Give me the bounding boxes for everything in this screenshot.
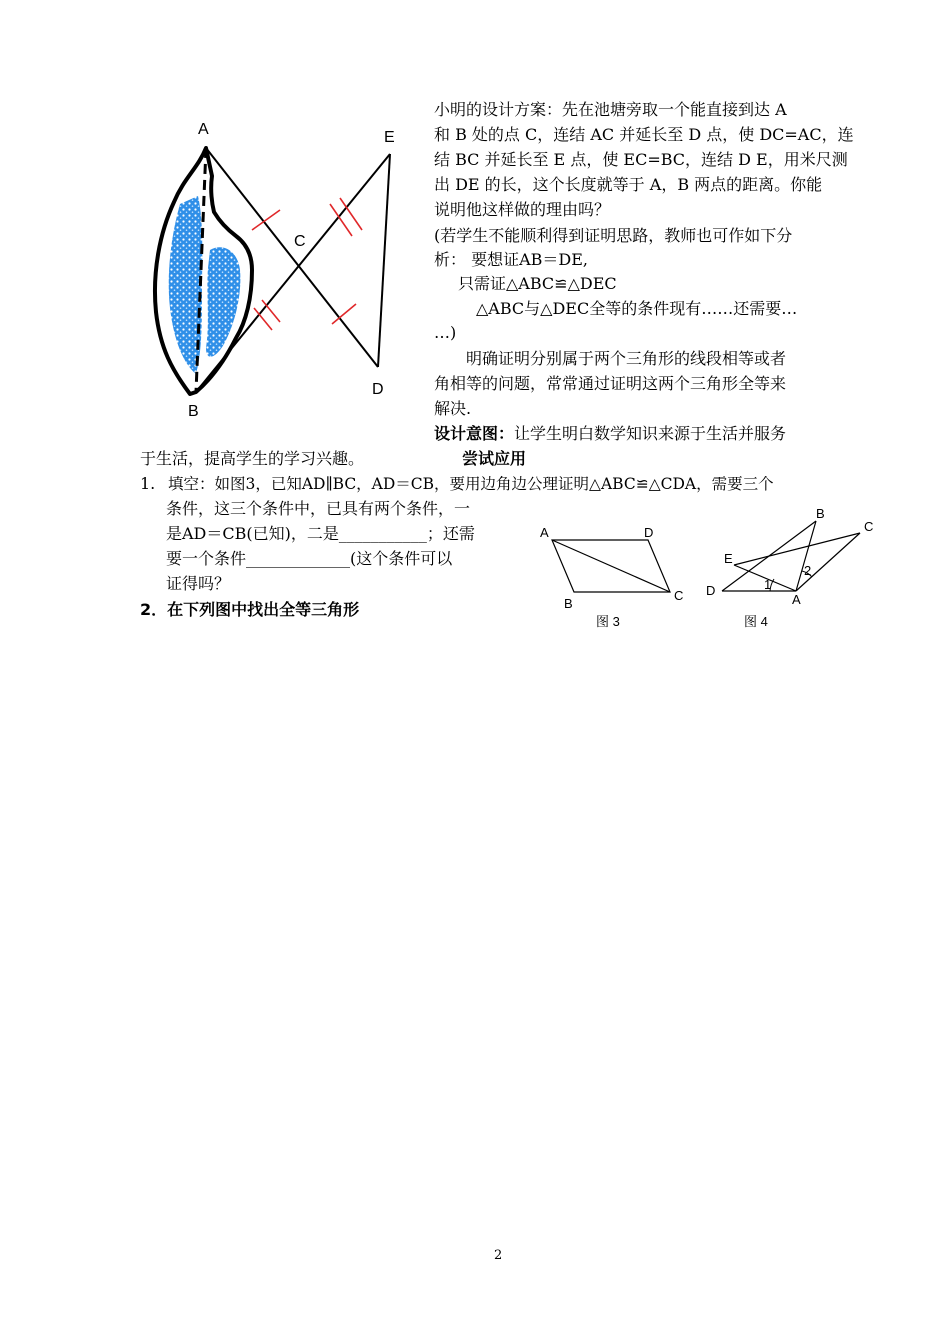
segment-ed [378,154,390,367]
segment-ab [796,521,816,591]
question1-line5: 证得吗？ [166,574,231,593]
fig4-label-b: B [816,506,825,521]
plan-line: 析： 要想证AB＝DE, [434,250,588,269]
page-number: 2 [494,1248,503,1263]
fig4-label-a: A [792,592,801,607]
plan-line: 解决. [434,399,472,418]
plan-line: …) [434,323,457,342]
plan-line: 出 DE 的长，这个长度就等于 A，B 两点的距离。你能 [434,175,823,194]
plan-line: (若学生不能顺利得到证明思路，教师也可作如下分 [434,226,793,245]
fig4-label-c: C [864,519,874,534]
fig3-label-b: B [564,596,573,611]
design-intent-text: 让学生明白数学知识来源于生活并服务 [514,424,787,443]
segment-ec [734,533,860,565]
design-intent-line2: 于生活，提高学生的学习兴趣。 [140,449,365,468]
fig3-label-a: A [540,525,549,540]
pond-figure [140,112,420,427]
fig4-label-d: D [706,583,716,598]
question2: 2．在下列图中找出全等三角形 [140,600,360,619]
question1-line1: 填空：如图3，已知AD∥BC，AD＝CB，要用边角边公理证明△ABC≌△CDA，需要三个 [168,475,774,493]
fig3-label-d: D [644,525,654,540]
fig3-caption: 图 3 [596,614,620,629]
plan-line: 结 BC 并延长至 E 点，使 EC=BC，连结 D E，用米尺测 [434,150,848,169]
label-b: B [188,403,199,420]
question1-line2: 条件，这三个条件中，已具有两个条件，一 [166,499,471,518]
plan-line: 说明他这样做的理由吗？ [434,200,611,219]
fig4-label-angle2: 2 [804,563,812,578]
question1-line3: 是AD＝CB(已知)，二是___________；还需 [166,524,475,543]
label-d: D [372,381,384,398]
question1-line4: 要一个条件_____________(这个条件可以 [166,549,453,568]
figure3 [536,520,696,635]
plan-line: 小明的设计方案：先在池塘旁取一个能直接到达 A [434,100,787,119]
plan-line: 角相等的问题，常常通过证明这两个三角形全等来 [434,374,787,393]
fig4-caption: 图 4 [744,614,768,629]
label-e: E [384,129,395,146]
fig3-label-c: C [674,588,684,603]
question1-number: 1. [140,474,156,493]
fig4-label-e: E [724,551,733,566]
section-title: 尝试应用 [462,449,527,468]
tick-marks [252,198,362,330]
figure4 [700,505,885,635]
label-a: A [198,121,209,138]
label-c: C [294,233,306,250]
plan-line: △ABC与△DEC全等的条件现有……还需要… [476,299,798,318]
diagonal-ac [552,540,670,592]
design-intent-label: 设计意图： [434,424,515,443]
fig4-label-angle1: 1 [764,577,772,592]
plan-line: 和 B 处的点 C，连结 AC 并延长至 D 点，使 DC=AC，连 [434,125,854,144]
design-intent-line1 [434,422,786,446]
plan-line: 明确证明分别属于两个三角形的线段相等或者 [466,349,787,368]
plan-line: 只需证△ABC≌△DEC [458,274,617,293]
